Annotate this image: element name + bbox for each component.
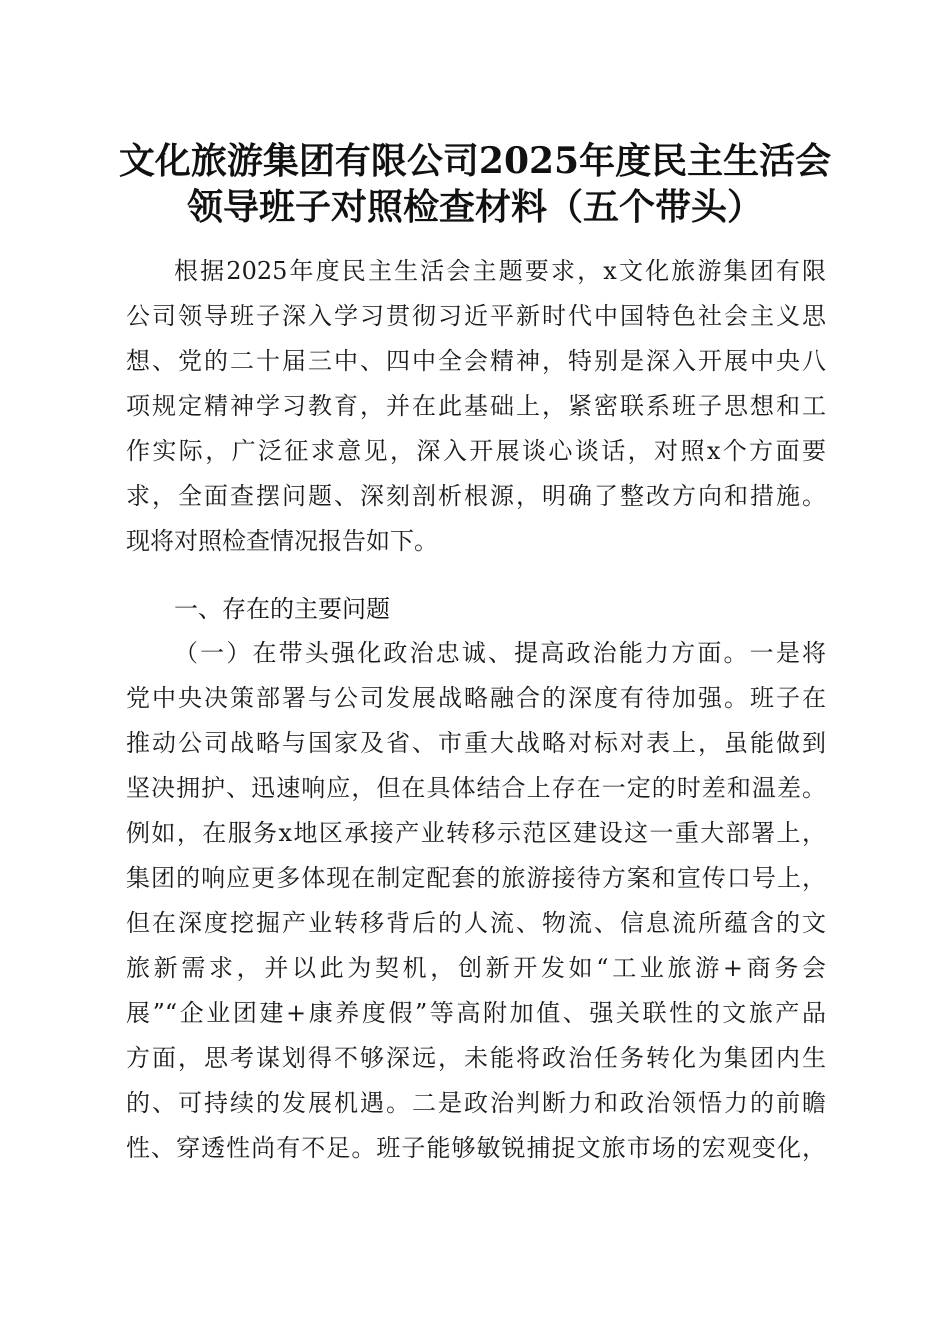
section-heading: 一、存在的主要问题 — [174, 595, 390, 623]
document-title-line-1: 文化旅游集团有限公司2025年度民主生活会 — [118, 140, 832, 182]
section-paragraph-line: 旅新需求，并以此为契机，创新开发如“工业旅游+商务会 — [126, 954, 826, 982]
section-paragraph-line: 的、可持续的发展机遇。二是政治判断力和政治领悟力的前瞻 — [126, 1089, 826, 1117]
section-paragraph-line: 但在深度挖掘产业转移背后的人流、物流、信息流所蕴含的文 — [126, 909, 826, 937]
section-paragraph-line: 性、穿透性尚有不足。班子能够敏锐捕捉文旅市场的宏观变化， — [126, 1134, 826, 1162]
section-paragraph-line: 推动公司战略与国家及省、市重大战略对标对表上，虽能做到 — [126, 729, 826, 757]
intro-paragraph-line: 想、党的二十届三中、四中全会精神，特别是深入开展中央八 — [126, 347, 826, 375]
intro-paragraph-line: 现将对照检查情况报告如下。 — [126, 527, 438, 555]
intro-paragraph-line: 根据2025年度民主生活会主题要求，x文化旅游集团有限 — [174, 257, 826, 285]
section-paragraph-line: 例如，在服务x地区承接产业转移示范区建设这一重大部署上， — [126, 819, 826, 847]
section-paragraph-line: 坚决拥护、迅速响应，但在具体结合上存在一定的时差和温差。 — [126, 774, 826, 802]
section-paragraph-line: 方面，思考谋划得不够深远，未能将政治任务转化为集团内生 — [126, 1044, 826, 1072]
section-paragraph-line: 集团的响应更多体现在制定配套的旅游接待方案和宣传口号上， — [126, 864, 826, 892]
intro-paragraph-line: 项规定精神学习教育，并在此基础上，紧密联系班子思想和工 — [126, 392, 826, 420]
document-title-line-2: 领导班子对照检查材料（五个带头） — [186, 186, 763, 228]
intro-paragraph-line: 公司领导班子深入学习贯彻习近平新时代中国特色社会主义思 — [126, 302, 826, 330]
intro-paragraph-line: 作实际，广泛征求意见，深入开展谈心谈话，对照x个方面要 — [126, 437, 826, 465]
section-paragraph-line: 党中央决策部署与公司发展战略融合的深度有待加强。班子在 — [126, 684, 826, 712]
section-paragraph-line: （一）在带头强化政治忠诚、提高政治能力方面。一是将 — [174, 639, 826, 667]
intro-paragraph-line: 求，全面查摆问题、深刻剖析根源，明确了整改方向和措施。 — [126, 482, 826, 510]
section-paragraph-line: 展”“企业团建+康养度假”等高附加值、强关联性的文旅产品 — [126, 999, 826, 1027]
